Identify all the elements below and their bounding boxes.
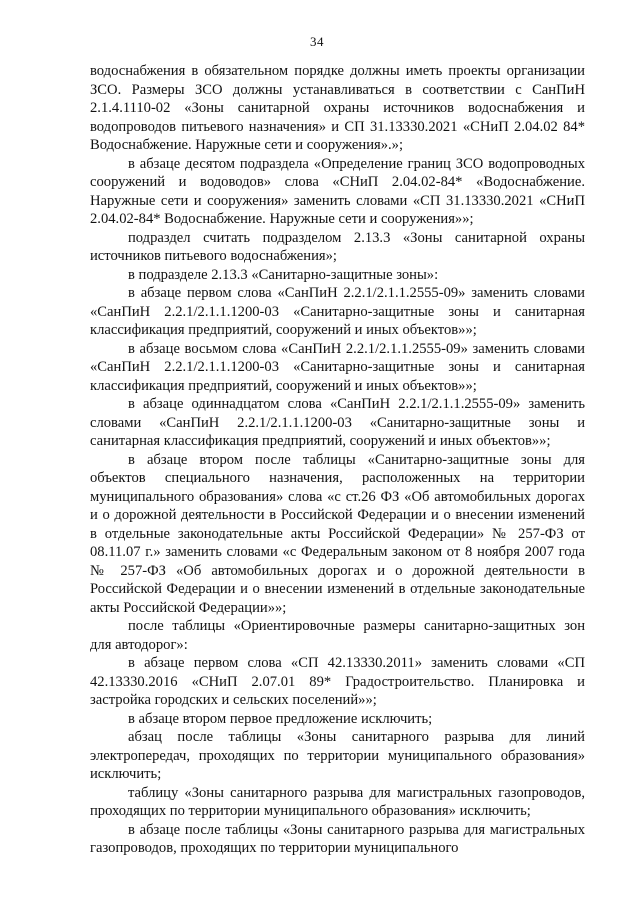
paragraph: в абзаце десятом подраздела «Определение границ ЗСО водопроводных сооружений и водоводов» слова «СНиП 2.04.02-84* «Водоснабжение. Наружные сети и сооружения» заменить словами «СП 31.13330.2021 «СНиП 2.04.02-84* Водоснабжение. Наружные сети и сооружения»»; bbox=[90, 155, 585, 227]
paragraph: в абзаце первом слова «СанПиН 2.2.1/2.1.1.2555-09» заменить словами «СанПиН 2.2.1/2.1.1.1200-03 «Санитарно-защитные зоны и санитарная классификация предприятий, сооружений и иных объектов»»; bbox=[90, 285, 585, 338]
document-body bbox=[90, 62, 585, 858]
paragraph: подраздел считать подразделом 2.13.3 «Зоны санитарной охраны источников питьевого водоснабжения»; bbox=[90, 229, 585, 264]
paragraph: в абзаце втором первое предложение исключить; bbox=[128, 710, 433, 727]
paragraph: в абзаце втором после таблицы «Санитарно-защитные зоны для объектов специального назначения, расположенных на территории муниципального образования» слова «с ст.26 ФЗ «Об автомобильных дорогах и о дорожной деятельности в Российской Федерации и о внесении изменений в отдельные законодательные акты Российской Федерации» № 257-ФЗ от 08.11.07 г.» заменить словами «с Федеральным законом от 8 ноября 2007 года № 257-ФЗ «Об автомобильных дорогах и о дорожной деятельности в Российской Федерации и о внесении изменений в отдельные законодательные акты Российской Федерации»»; bbox=[90, 451, 585, 616]
paragraph: в абзаце восьмом слова «СанПиН 2.2.1/2.1.1.2555-09» заменить словами «СанПиН 2.2.1/2.1.1.1200-03 «Санитарно-защитные зоны и санитарная классификация предприятий, сооружений и иных объектов»»; bbox=[90, 340, 585, 394]
paragraph: абзац после таблицы «Зоны санитарного разрыва для линий электропередач, проходящих по территории муниципального образования» исключить; bbox=[90, 729, 585, 782]
paragraph: после таблицы «Ориентировочные размеры санитарно-защитных зон для автодорог»: bbox=[90, 618, 585, 653]
paragraph: в абзаце после таблицы «Зоны санитарного разрыва для магистральных газопроводов, проходящих по территории муниципального bbox=[90, 821, 585, 856]
paragraph: водоснабжения в обязательном порядке должны иметь проекты организации ЗСО. Размеры ЗСО должны устанавливаться в соответствии с СанПиН 2.1.4.1110-02 «Зоны санитарной охраны источников водоснабжения и водопроводов питьевого назначения» и СП 31.13330.2021 «СНиП 2.04.02 84* Водоснабжение. Наружные сети и сооружения».»; bbox=[90, 63, 585, 153]
paragraph: в подразделе 2.13.3 «Санитарно-защитные зоны»: bbox=[128, 266, 439, 283]
paragraph: в абзаце первом слова «СП 42.13330.2011» заменить словами «СП 42.13330.2016 «СНиП 2.07.01 89* Градостроительство. Планировка и застройка городских и сельских поселений»»; bbox=[90, 655, 585, 708]
paragraph: в абзаце одиннадцатом слова «СанПиН 2.2.1/2.1.1.2555-09» заменить словами «СанПиН 2.2.1/2.1.1.1200-03 «Санитарно-защитные зоны и санитарная классификация предприятий, сооружений и иных объектов»»; bbox=[90, 396, 585, 449]
page-number: 34 bbox=[310, 34, 324, 49]
paragraph: таблицу «Зоны санитарного разрыва для магистральных газопроводов, проходящих по территории муниципального образования» исключить; bbox=[90, 784, 585, 819]
